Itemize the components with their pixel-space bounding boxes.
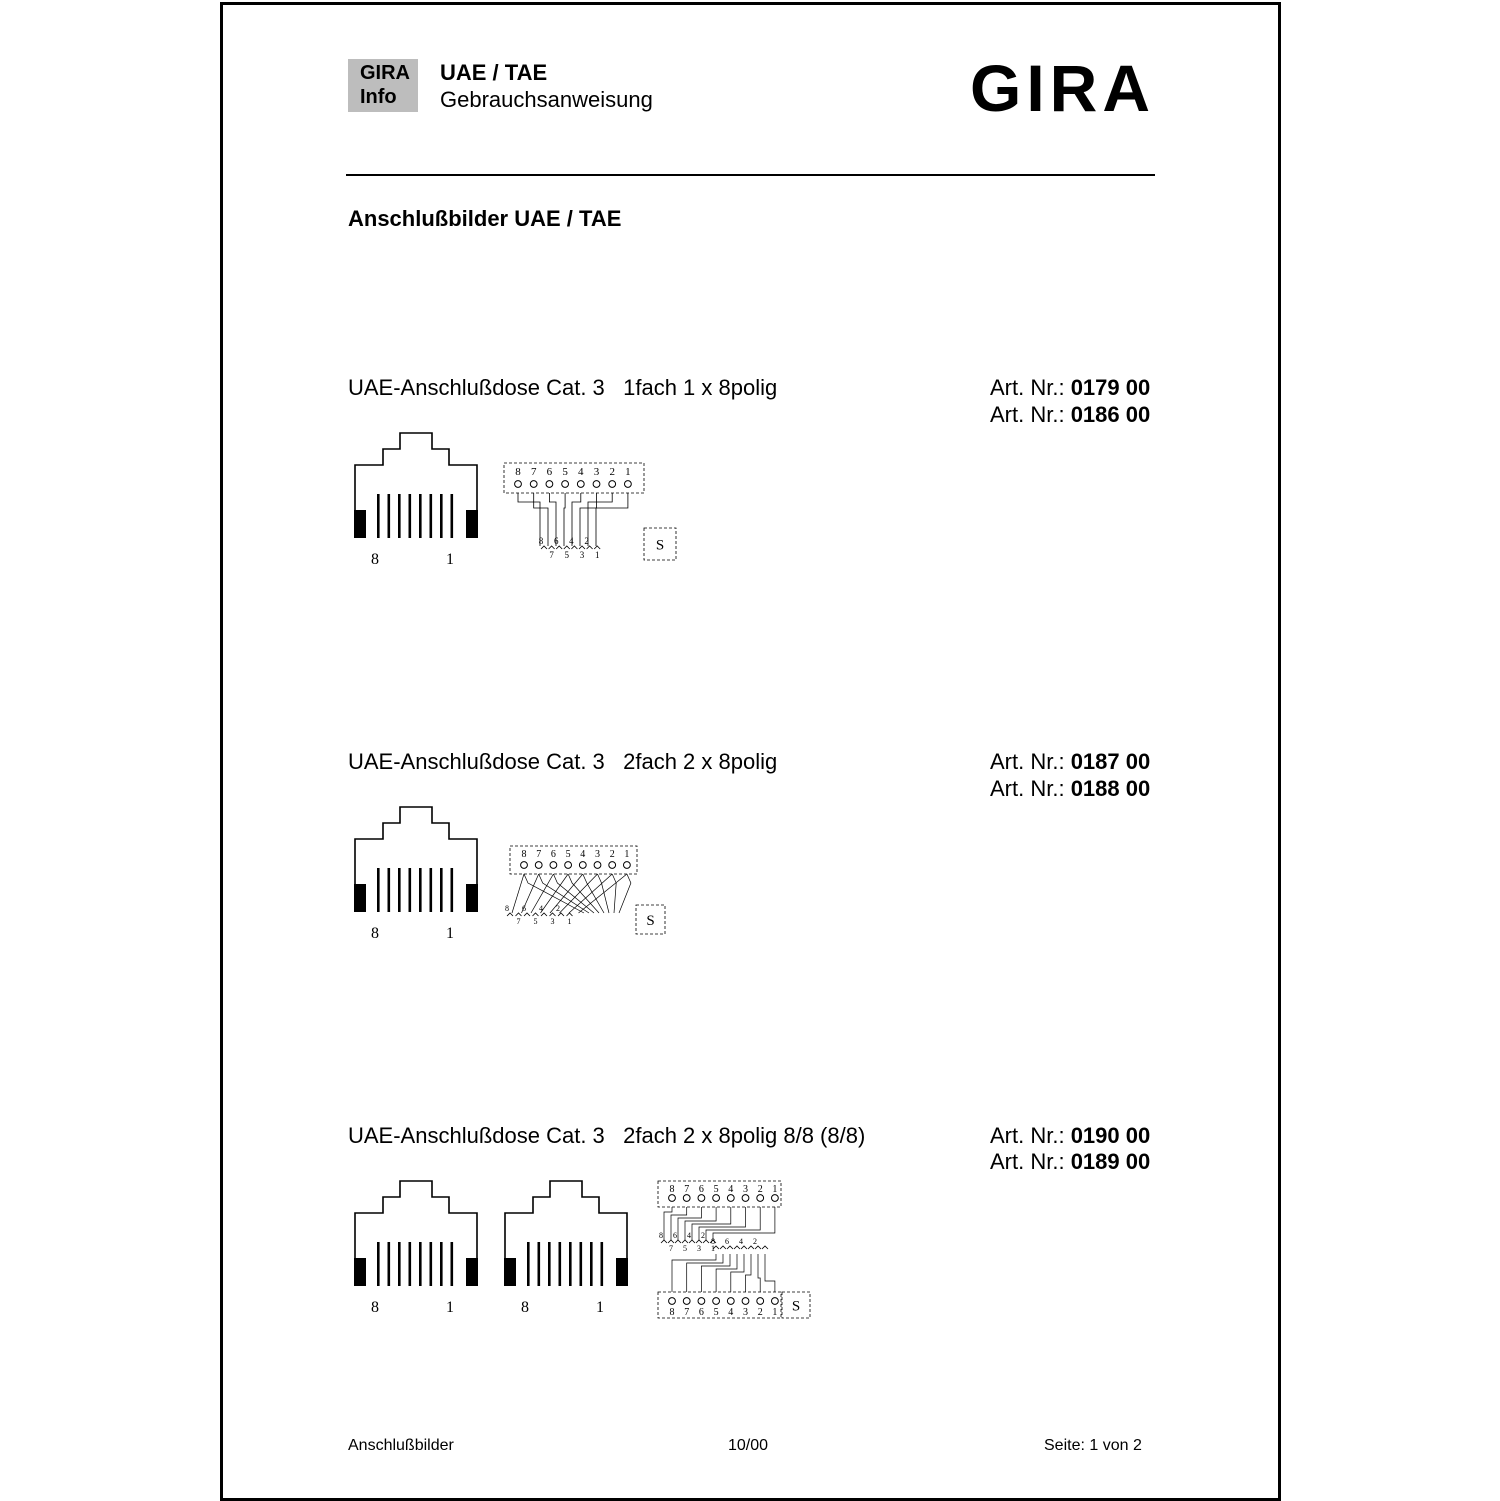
art-number: 0190 00 — [1070, 1123, 1151, 1148]
art-number: 0179 00 — [1070, 375, 1151, 400]
art-label: Art. Nr.: — [990, 776, 1065, 801]
pin-number: 2 — [556, 904, 560, 913]
contact-pin — [741, 1246, 747, 1249]
socket-pin — [398, 1242, 401, 1286]
product-1-name: UAE-Anschlußdose Cat. 3 — [348, 375, 605, 400]
terminal-screw — [550, 862, 557, 869]
terminal-number: 6 — [698, 1184, 704, 1195]
pin-number: 6 — [673, 1231, 677, 1240]
socket-pin — [388, 494, 391, 538]
socket-pin — [580, 1242, 583, 1286]
socket-block-left — [354, 510, 366, 538]
contact-pin — [541, 913, 547, 916]
socket-pin — [569, 1242, 572, 1286]
terminal-screw — [530, 481, 537, 488]
terminal-screw — [515, 481, 522, 488]
terminal-screw — [727, 1195, 734, 1202]
terminal-screw — [669, 1195, 676, 1202]
pin-number: 3 — [697, 1244, 701, 1253]
pin-number: 3 — [579, 550, 585, 560]
art-label: Art. Nr.: — [990, 1123, 1065, 1148]
wire — [731, 1254, 744, 1292]
socket-pin — [377, 494, 380, 538]
wire — [672, 1254, 716, 1292]
socket-pin — [451, 868, 454, 912]
terminal-number: 8 — [515, 466, 521, 478]
terminal-screw — [742, 1298, 749, 1305]
socket-pin — [430, 1242, 433, 1286]
product-1-art-2 — [990, 402, 1150, 428]
socket-label-8: 8 — [371, 925, 379, 942]
terminal-screw — [565, 862, 572, 869]
art-number: 0189 00 — [1070, 1149, 1151, 1174]
terminal-screw — [521, 862, 528, 869]
terminal-screw — [562, 481, 569, 488]
socket-pin — [527, 1242, 530, 1286]
terminal-number: 3 — [743, 1184, 748, 1195]
terminal-number: 2 — [757, 1184, 763, 1195]
art-number: 0186 00 — [1070, 402, 1151, 427]
contact-pin — [507, 913, 513, 916]
terminal-number: 4 — [728, 1307, 734, 1318]
terminal-number: 7 — [684, 1184, 690, 1195]
socket-pin — [377, 868, 380, 912]
pin-number: 4 — [739, 1237, 743, 1246]
terminal-screw — [757, 1298, 764, 1305]
terminal-number: 1 — [772, 1184, 778, 1195]
contact-pin — [734, 1246, 740, 1249]
wire — [612, 874, 616, 913]
terminal-screw — [713, 1298, 720, 1305]
socket-label-1: 1 — [446, 925, 454, 942]
terminal-number: 8 — [669, 1307, 675, 1318]
terminal-screw — [579, 862, 586, 869]
contact-pin — [558, 913, 564, 916]
art-label: Art. Nr.: — [990, 402, 1065, 427]
socket-pin — [538, 1242, 541, 1286]
terminal-number: 4 — [578, 466, 584, 478]
terminal-screw — [594, 862, 601, 869]
socket-diagram-3a — [350, 1178, 485, 1318]
socket-label-8: 8 — [521, 1299, 529, 1316]
terminal-number: 7 — [536, 849, 542, 860]
pin-number: 2 — [753, 1237, 757, 1246]
pin-number: 5 — [683, 1244, 687, 1253]
terminal-number: 2 — [757, 1307, 763, 1318]
product-2-art-1 — [990, 749, 1150, 775]
socket-pin — [440, 1242, 443, 1286]
pin-number: 2 — [701, 1231, 705, 1240]
socket-block-right — [616, 1258, 628, 1286]
contact-pin — [564, 546, 570, 549]
socket-outline — [505, 1181, 627, 1286]
terminal-screw — [669, 1298, 676, 1305]
gira-logo: GIRA — [970, 51, 1155, 125]
contact-pin — [703, 1240, 709, 1243]
terminal-number: 5 — [713, 1307, 719, 1318]
terminal-number: 4 — [580, 849, 586, 860]
product-2-art-2 — [990, 776, 1150, 802]
contact-pin — [755, 1246, 761, 1249]
contact-pin — [668, 1240, 674, 1243]
terminal-screw — [624, 862, 631, 869]
socket-block-left — [504, 1258, 516, 1286]
wire — [758, 1254, 760, 1292]
socket-pin — [451, 1242, 454, 1286]
badge-line-2: Info — [360, 86, 397, 108]
wire — [541, 874, 569, 913]
footer-left: Anschlußbilder — [348, 1437, 454, 1454]
pin-number: 5 — [564, 550, 570, 560]
footer-page: Seite: 1 von 2 — [1044, 1437, 1142, 1454]
terminal-number: 1 — [624, 849, 630, 860]
pin-number: 6 — [522, 904, 526, 913]
contact-pin — [550, 913, 556, 916]
contact-pin — [524, 913, 530, 916]
product-1-variant: 1fach 1 x 8polig — [623, 375, 778, 400]
terminal-screw — [683, 1195, 690, 1202]
pin-number: 4 — [687, 1231, 691, 1240]
pin-number: 8 — [659, 1231, 663, 1240]
socket-label-8: 8 — [371, 551, 379, 568]
terminal-screw — [757, 1195, 764, 1202]
socket-pin — [409, 868, 412, 912]
socket-pin — [451, 494, 454, 538]
contact-pin — [541, 546, 547, 549]
contact-pin — [696, 1240, 702, 1243]
terminal-screw — [609, 862, 616, 869]
contact-pin — [567, 913, 573, 916]
shield-label: S — [791, 1298, 801, 1315]
wire — [716, 1254, 737, 1292]
terminal-number: 8 — [521, 849, 527, 860]
pin-number: 1 — [711, 1244, 715, 1253]
wiring-diagram-2 — [500, 843, 670, 943]
gira-info-badge — [348, 59, 418, 112]
terminal-number: 4 — [728, 1184, 734, 1195]
contact-pin — [748, 1246, 754, 1249]
wire — [706, 1207, 760, 1240]
socket-block-right — [466, 510, 478, 538]
terminal-number: 3 — [743, 1307, 748, 1318]
socket-pin — [601, 1242, 604, 1286]
pin-number: 8 — [711, 1237, 715, 1246]
terminal-screw — [742, 1195, 749, 1202]
product-3-art-1 — [990, 1123, 1150, 1149]
pin-number: 4 — [569, 536, 574, 546]
socket-label-1: 1 — [596, 1299, 604, 1316]
contact-pin — [689, 1240, 695, 1243]
contact-pin — [727, 1246, 733, 1249]
socket-block-right — [466, 1258, 478, 1286]
socket-block-right — [466, 884, 478, 912]
socket-pin — [590, 1242, 593, 1286]
wire — [518, 493, 540, 546]
pin-number: 1 — [594, 550, 600, 560]
contact-pin — [720, 1246, 726, 1249]
socket-label-1: 1 — [446, 1299, 454, 1316]
footer-date: 10/00 — [728, 1437, 769, 1454]
socket-diagram-2 — [350, 804, 485, 944]
product-3-title — [348, 1123, 865, 1149]
product-1-title — [348, 375, 777, 401]
product-3-variant: 2fach 2 x 8polig 8/8 (8/8) — [623, 1123, 866, 1148]
socket-pin — [409, 494, 412, 538]
pin-number: 3 — [550, 917, 555, 926]
socket-label-8: 8 — [371, 1299, 379, 1316]
document-title: UAE / TAE — [440, 60, 548, 85]
terminal-number: 1 — [625, 466, 631, 478]
socket-pin — [440, 868, 443, 912]
terminal-block — [510, 846, 637, 874]
pin-number: 4 — [539, 904, 543, 913]
wire — [746, 1254, 752, 1292]
art-label: Art. Nr.: — [990, 1149, 1065, 1174]
contact-pin — [682, 1240, 688, 1243]
socket-pin — [430, 494, 433, 538]
shield-label: S — [655, 537, 665, 554]
wire — [560, 874, 598, 913]
socket-pin — [419, 868, 422, 912]
contact-pin — [579, 546, 585, 549]
terminal-screw — [535, 862, 542, 869]
shield-label: S — [646, 912, 655, 929]
product-2-title — [348, 749, 777, 775]
socket-pin — [388, 1242, 391, 1286]
terminal-number: 3 — [593, 466, 600, 478]
terminal-screw — [698, 1195, 705, 1202]
wire — [569, 874, 612, 913]
product-1-art-1 — [990, 375, 1150, 401]
wire — [588, 493, 612, 546]
terminal-screw — [772, 1195, 779, 1202]
contact-pin — [587, 546, 593, 549]
terminal-number: 2 — [609, 849, 615, 860]
terminal-screw — [593, 481, 600, 488]
pin-number: 1 — [567, 917, 572, 926]
terminal-number: 8 — [669, 1184, 675, 1195]
header-rule — [346, 174, 1155, 176]
socket-pin — [398, 494, 401, 538]
art-label: Art. Nr.: — [990, 749, 1065, 774]
contact-pin — [533, 913, 539, 916]
pin-number: 8 — [505, 904, 509, 913]
wire — [765, 1254, 775, 1292]
socket-pin — [409, 1242, 412, 1286]
contact-pin — [556, 546, 562, 549]
contact-pin — [516, 913, 522, 916]
terminal-screw — [546, 481, 553, 488]
contact-pin — [549, 546, 555, 549]
terminal-screw — [727, 1298, 734, 1305]
socket-block-left — [354, 884, 366, 912]
pin-number: 2 — [584, 536, 589, 546]
socket-pin — [419, 494, 422, 538]
contact-pin — [762, 1246, 768, 1249]
terminal-number: 1 — [772, 1307, 778, 1318]
pin-number: 7 — [669, 1244, 673, 1253]
badge-line-1: GIRA — [360, 62, 410, 84]
art-number: 0188 00 — [1070, 776, 1151, 801]
socket-pin — [440, 494, 443, 538]
document-subtitle: Gebrauchsanweisung — [440, 87, 653, 112]
terminal-number: 2 — [609, 466, 615, 478]
socket-diagram-3b — [500, 1178, 635, 1318]
wiring-diagram-1 — [500, 460, 685, 570]
contact-pin — [571, 546, 577, 549]
contact-pin — [675, 1240, 681, 1243]
pin-number: 6 — [553, 536, 559, 546]
section-heading: Anschlußbilder UAE / TAE — [348, 206, 622, 231]
wiring-diagram-3 — [650, 1178, 815, 1323]
socket-pin — [430, 868, 433, 912]
terminal-screw — [609, 481, 616, 488]
terminal-screw — [698, 1298, 705, 1305]
product-2-name: UAE-Anschlußdose Cat. 3 — [348, 749, 605, 774]
terminal-screw — [683, 1298, 690, 1305]
pin-number: 6 — [725, 1237, 729, 1246]
terminal-number: 7 — [684, 1307, 690, 1318]
product-3-art-2 — [990, 1149, 1150, 1175]
socket-pin — [419, 1242, 422, 1286]
pin-number: 7 — [549, 550, 554, 560]
terminal-screw — [772, 1298, 779, 1305]
socket-pin — [548, 1242, 551, 1286]
pin-number: 5 — [533, 917, 538, 926]
socket-pin — [388, 868, 391, 912]
terminal-number: 6 — [698, 1307, 704, 1318]
terminal-number: 5 — [713, 1184, 719, 1195]
wire — [692, 1207, 731, 1240]
terminal-number: 7 — [530, 466, 537, 478]
contact-pin — [594, 546, 600, 549]
socket-pin — [559, 1242, 562, 1286]
wire — [619, 874, 631, 913]
socket-pin — [377, 1242, 380, 1286]
wire — [564, 493, 565, 546]
product-2-variant: 2fach 2 x 8polig — [623, 749, 778, 774]
wire — [550, 874, 583, 913]
socket-pin — [398, 868, 401, 912]
terminal-screw — [577, 481, 584, 488]
socket-outline — [355, 433, 477, 538]
socket-label-1: 1 — [446, 551, 454, 568]
socket-outline — [355, 1181, 477, 1286]
terminal-number: 6 — [546, 466, 553, 478]
pin-number: 8 — [538, 536, 544, 546]
socket-outline — [355, 807, 477, 912]
pin-number: 7 — [516, 917, 521, 926]
socket-diagram-1 — [350, 430, 485, 570]
art-number: 0187 00 — [1070, 749, 1151, 774]
terminal-number: 5 — [562, 466, 568, 478]
terminal-screw — [625, 481, 632, 488]
terminal-number: 6 — [550, 849, 556, 860]
wire — [713, 1207, 775, 1240]
socket-block-left — [354, 1258, 366, 1286]
terminal-number: 3 — [595, 849, 600, 860]
contact-pin — [661, 1240, 667, 1243]
terminal-screw — [713, 1195, 720, 1202]
terminal-number: 5 — [565, 849, 571, 860]
terminal-block — [504, 463, 644, 493]
product-3-name: UAE-Anschlußdose Cat. 3 — [348, 1123, 605, 1148]
art-label: Art. Nr.: — [990, 375, 1065, 400]
